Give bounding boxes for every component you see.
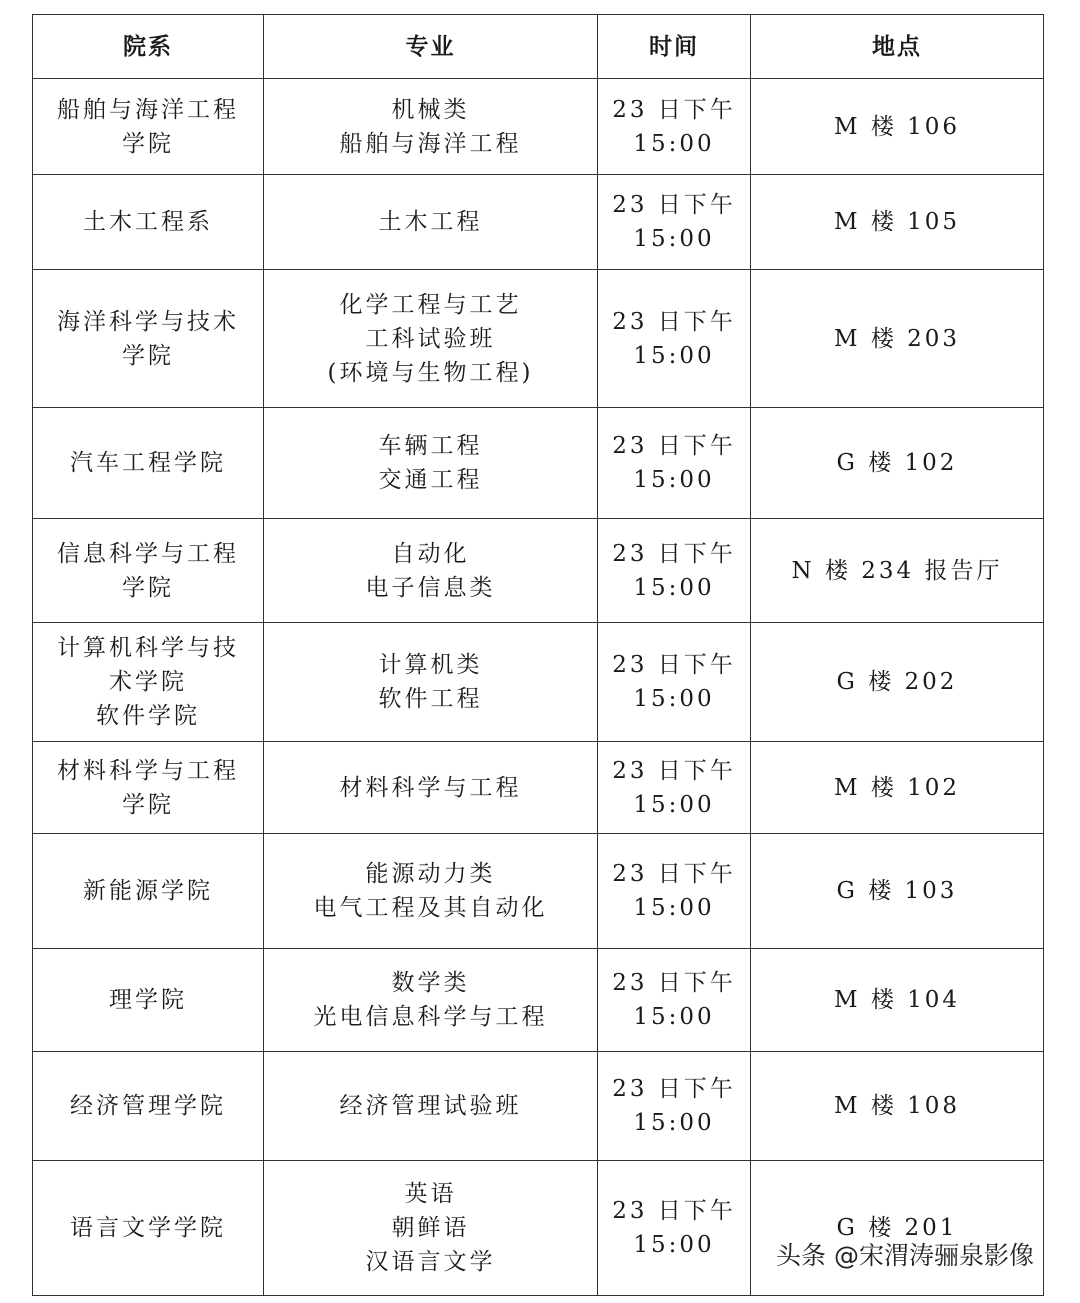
dept-cell bbox=[33, 519, 264, 623]
major-cell bbox=[264, 949, 598, 1052]
place-cell: M 楼 105 bbox=[751, 175, 1044, 270]
major-cell-line: 土木工程 bbox=[378, 209, 483, 235]
major-cell bbox=[264, 834, 598, 949]
time-cell bbox=[598, 408, 751, 519]
major-cell-line: 工科试验班 bbox=[365, 325, 496, 352]
time-cell-line: 15:00 bbox=[633, 467, 715, 493]
major-cell bbox=[264, 623, 598, 742]
time-cell-line: 23 日下午 bbox=[612, 970, 736, 996]
dept-cell-line: 语言文学学院 bbox=[70, 1215, 226, 1241]
major-cell bbox=[264, 270, 598, 408]
major-cell-line: 计算机类 bbox=[378, 652, 483, 678]
header-major: 专业 bbox=[264, 15, 598, 79]
place-cell: G 楼 202 bbox=[751, 623, 1044, 742]
time-cell bbox=[598, 79, 751, 175]
table-row bbox=[33, 519, 1044, 623]
major-cell-line: 英语 bbox=[404, 1181, 457, 1207]
major-cell-line: 经济管理试验班 bbox=[339, 1093, 522, 1119]
time-cell-line: 15:00 bbox=[633, 895, 715, 921]
major-cell-line: 能源动力类 bbox=[365, 861, 496, 887]
dept-cell-line: 船舶与海洋工程 bbox=[57, 96, 239, 123]
header-dept: 院系 bbox=[33, 15, 264, 79]
time-cell-line: 23 日下午 bbox=[612, 96, 736, 123]
time-cell-line: 23 日下午 bbox=[612, 433, 736, 459]
time-cell-line: 15:00 bbox=[633, 791, 715, 818]
time-cell-line: 15:00 bbox=[633, 1110, 715, 1136]
place-cell: G 楼 103 bbox=[751, 834, 1044, 949]
table-row bbox=[33, 270, 1044, 408]
major-cell-line: 电气工程及其自动化 bbox=[313, 895, 548, 921]
header-time: 时间 bbox=[598, 15, 751, 79]
major-cell-line: 船舶与海洋工程 bbox=[339, 130, 522, 157]
major-cell bbox=[264, 408, 598, 519]
table-row bbox=[33, 742, 1044, 834]
dept-cell bbox=[33, 79, 264, 175]
major-cell bbox=[264, 1052, 598, 1161]
major-cell bbox=[264, 742, 598, 834]
place-cell: N 楼 234 报告厅 bbox=[751, 519, 1044, 623]
time-cell bbox=[598, 949, 751, 1052]
table-row bbox=[33, 949, 1044, 1052]
dept-cell-line: 理学院 bbox=[109, 987, 187, 1013]
major-cell bbox=[264, 79, 598, 175]
place-cell: M 楼 102 bbox=[751, 742, 1044, 834]
place-cell: G 楼 201 bbox=[751, 1161, 1044, 1296]
time-cell-line: 23 日下午 bbox=[612, 757, 736, 784]
major-cell-line: 软件工程 bbox=[378, 686, 483, 712]
header-place: 地点 bbox=[751, 15, 1044, 79]
major-cell-line: 化学工程与工艺 bbox=[339, 291, 522, 318]
table-row bbox=[33, 834, 1044, 949]
time-cell bbox=[598, 1161, 751, 1296]
dept-cell-line: 新能源学院 bbox=[83, 878, 213, 904]
time-cell-line: 15:00 bbox=[633, 130, 715, 157]
dept-cell bbox=[33, 949, 264, 1052]
dept-cell-line: 经济管理学院 bbox=[70, 1093, 226, 1119]
table-row bbox=[33, 1161, 1044, 1296]
major-cell-line: 交通工程 bbox=[378, 467, 483, 493]
major-cell bbox=[264, 519, 598, 623]
dept-cell-line: 学院 bbox=[122, 574, 174, 601]
dept-cell-line: 术学院 bbox=[109, 669, 187, 695]
dept-cell-line: 信息科学与工程 bbox=[57, 540, 239, 567]
dept-cell-line: 软件学院 bbox=[96, 703, 200, 729]
time-cell-line: 23 日下午 bbox=[612, 192, 736, 218]
time-cell-line: 15:00 bbox=[633, 574, 715, 601]
time-cell-line: 23 日下午 bbox=[612, 652, 736, 678]
major-cell bbox=[264, 1161, 598, 1296]
major-cell-line: 朝鲜语 bbox=[391, 1215, 470, 1241]
major-cell-line: 机械类 bbox=[391, 96, 470, 123]
time-cell bbox=[598, 834, 751, 949]
time-cell bbox=[598, 1052, 751, 1161]
watermark: 头条 @宋渭涛骊泉影像 bbox=[776, 1241, 1034, 1270]
time-cell-line: 23 日下午 bbox=[612, 1076, 736, 1102]
place-cell: M 楼 203 bbox=[751, 270, 1044, 408]
dept-cell-line: 计算机科学与技 bbox=[57, 635, 239, 661]
header-row bbox=[33, 15, 1044, 79]
place-cell: M 楼 104 bbox=[751, 949, 1044, 1052]
place-cell: G 楼 102 bbox=[751, 408, 1044, 519]
dept-cell bbox=[33, 742, 264, 834]
major-cell bbox=[264, 175, 598, 270]
major-cell-line: 光电信息科学与工程 bbox=[313, 1004, 548, 1030]
table-row bbox=[33, 79, 1044, 175]
dept-cell bbox=[33, 270, 264, 408]
dept-cell bbox=[33, 175, 264, 270]
dept-cell-line: 海洋科学与技术 bbox=[57, 308, 239, 335]
time-cell-line: 15:00 bbox=[633, 1232, 715, 1258]
major-cell-line: 材料科学与工程 bbox=[339, 774, 522, 801]
time-cell bbox=[598, 270, 751, 408]
time-cell-line: 15:00 bbox=[633, 1004, 715, 1030]
dept-cell-line: 土木工程系 bbox=[83, 209, 213, 235]
dept-cell-line: 材料科学与工程 bbox=[57, 757, 239, 784]
time-cell bbox=[598, 742, 751, 834]
time-cell bbox=[598, 175, 751, 270]
major-cell-line: 电子信息类 bbox=[365, 574, 496, 601]
time-cell-line: 23 日下午 bbox=[612, 1198, 736, 1224]
dept-cell bbox=[33, 1052, 264, 1161]
place-cell: M 楼 108 bbox=[751, 1052, 1044, 1161]
time-cell-line: 15:00 bbox=[633, 226, 715, 252]
dept-cell-line: 学院 bbox=[122, 342, 174, 369]
table-row bbox=[33, 1052, 1044, 1161]
time-cell bbox=[598, 519, 751, 623]
dept-cell bbox=[33, 408, 264, 519]
dept-cell bbox=[33, 834, 264, 949]
schedule-table bbox=[32, 14, 1044, 1296]
dept-cell bbox=[33, 623, 264, 742]
time-cell-line: 15:00 bbox=[633, 686, 715, 712]
time-cell bbox=[598, 623, 751, 742]
dept-cell-line: 汽车工程学院 bbox=[70, 450, 226, 476]
dept-cell-line: 学院 bbox=[122, 130, 174, 157]
dept-cell bbox=[33, 1161, 264, 1296]
table-row bbox=[33, 623, 1044, 742]
time-cell-line: 15:00 bbox=[633, 342, 715, 369]
time-cell-line: 23 日下午 bbox=[612, 861, 736, 887]
place-cell: M 楼 106 bbox=[751, 79, 1044, 175]
major-cell-line: 汉语言文学 bbox=[365, 1249, 496, 1275]
major-cell-line: 车辆工程 bbox=[378, 433, 483, 459]
table-row bbox=[33, 175, 1044, 270]
table-row bbox=[33, 408, 1044, 519]
major-cell-line: 数学类 bbox=[391, 970, 470, 996]
major-cell-line: (环境与生物工程) bbox=[327, 359, 534, 386]
time-cell-line: 23 日下午 bbox=[612, 540, 736, 567]
time-cell-line: 23 日下午 bbox=[612, 308, 736, 335]
major-cell-line: 自动化 bbox=[391, 540, 470, 567]
dept-cell-line: 学院 bbox=[122, 791, 174, 818]
